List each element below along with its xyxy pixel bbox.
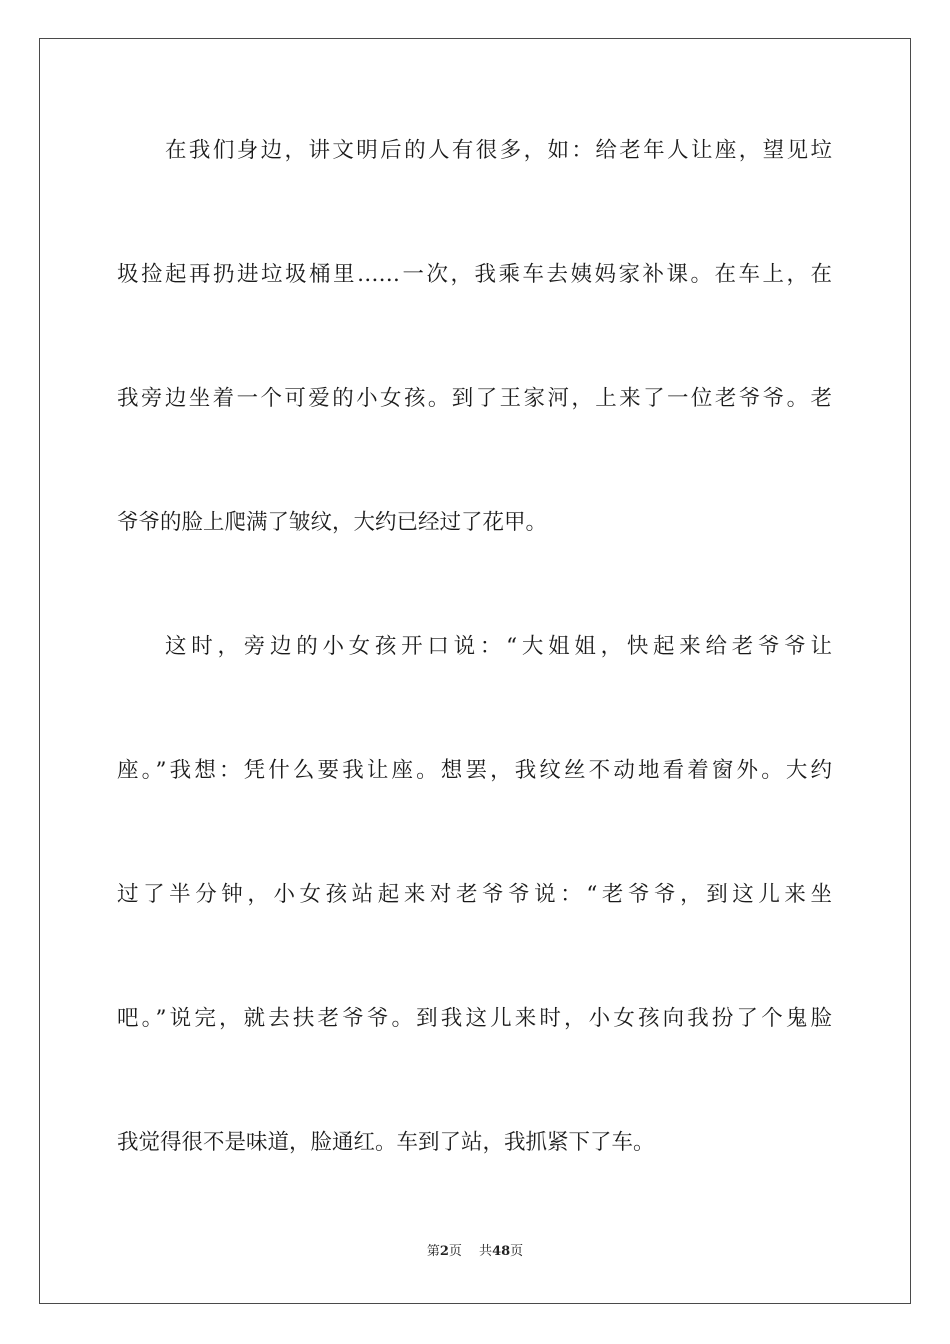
paragraph-1-line-4: 爷爷的脸上爬满了皱纹，大约已经过了花甲。 xyxy=(117,510,548,535)
page-footer xyxy=(0,1243,950,1261)
paragraph-2-line-3: 过了半分钟，小女孩站起来对老爷爷说：“老爷爷，到这儿来坐 xyxy=(117,882,832,907)
paragraph-2-line-5: 我觉得很不是味道，脸通红。车到了站，我抓紧下了车。 xyxy=(117,1130,655,1155)
page-suffix: 页 xyxy=(448,1244,462,1259)
paragraph-1-line-3: 我旁边坐着一个可爱的小女孩。到了王家河，上来了一位老爷爷。老 xyxy=(117,386,832,411)
page-number: 2 xyxy=(439,1244,449,1259)
paragraph-1-line-2: 圾捡起再扔进垃圾桶里……一次，我乘车去姨妈家补课。在车上，在 xyxy=(117,262,832,287)
paragraph-1-line-1: 在我们身边，讲文明后的人有很多，如：给老年人让座，望见垃 xyxy=(165,138,832,163)
page-border xyxy=(39,38,911,1304)
total-prefix: 共 xyxy=(479,1244,493,1259)
page-prefix: 第 xyxy=(426,1244,440,1259)
paragraph-2-line-1: 这时，旁边的小女孩开口说：“大姐姐，快起来给老爷爷让 xyxy=(165,634,832,659)
total-pages: 48 xyxy=(492,1244,511,1259)
total-suffix: 页 xyxy=(510,1244,524,1259)
paragraph-2-line-2: 座。”我想：凭什么要我让座。想罢，我纹丝不动地看着窗外。大约 xyxy=(117,758,832,783)
paragraph-2-line-4: 吧。”说完，就去扶老爷爷。到我这儿来时，小女孩向我扮了个鬼脸 xyxy=(117,1006,832,1031)
